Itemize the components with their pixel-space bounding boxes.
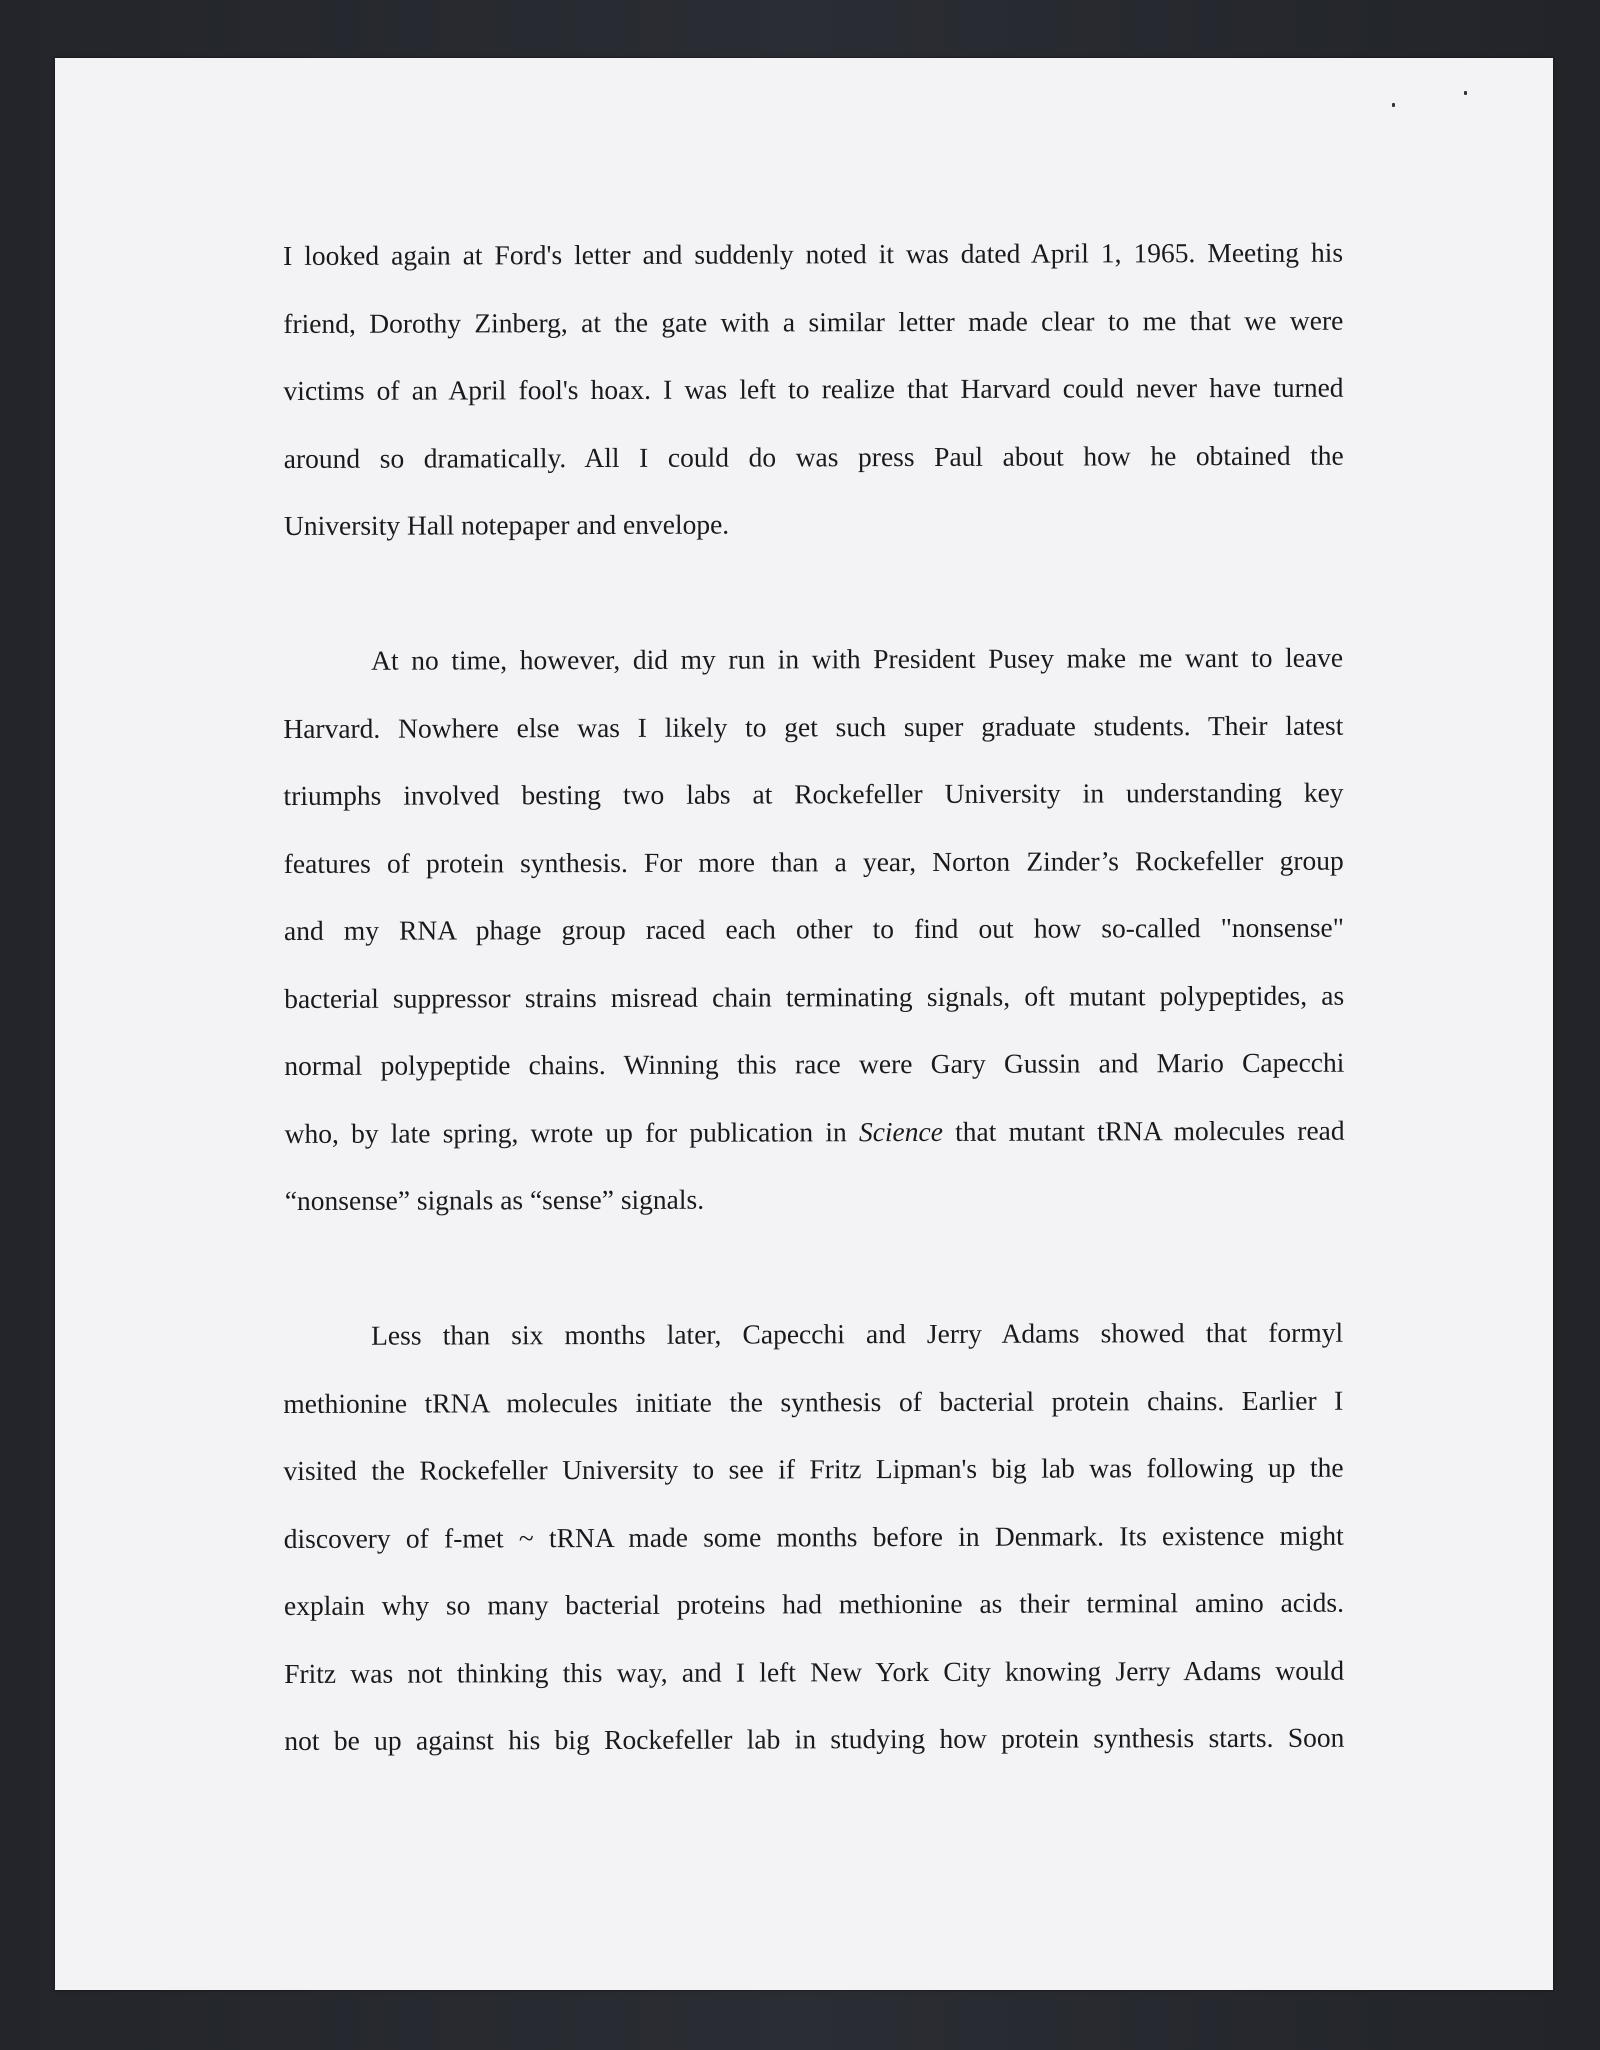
text-line: “nonsense” signals as “sense” signals.: [284, 1183, 705, 1216]
text-line: Harvard. Nowhere else was I likely to get such super graduate students. Their latest: [283, 709, 1344, 744]
text-line: and my RNA phage group raced each other to find out how so-called "nonsense": [283, 911, 1344, 946]
text-line: visited the Rockefeller University to see if Fritz Lipman's big lab was following up the: [283, 1451, 1344, 1486]
paragraph-1: [283, 219, 1344, 560]
text-line: friend, Dorothy Zinberg, at the gate with a similar letter made clear to me that we were: [283, 304, 1344, 339]
text-line: explain why so many bacterial proteins had methionine as their terminal amino acids.: [283, 1586, 1344, 1621]
text-line: discovery of f-met ~ tRNA made some months before in Denmark. Its existence might: [283, 1519, 1344, 1554]
document-body: [283, 222, 1343, 1775]
paragraph-3: [283, 1299, 1344, 1775]
text-line: not be up against his big Rockefeller lab in studying how protein synthesis starts. Soon: [284, 1721, 1345, 1756]
corner-mark: [1464, 91, 1467, 95]
text-line: methionine tRNA molecules initiate the synthesis of bacterial protein chains. Earlier I: [283, 1384, 1344, 1419]
text-line: University Hall notepaper and envelope.: [283, 508, 730, 541]
text-line: Fritz was not thinking this way, and I left New York City knowing Jerry Adams would: [284, 1654, 1345, 1689]
paragraph-gap: [283, 1235, 1343, 1303]
text-line: At no time, however, did my run in with President Pusey make me want to leave: [371, 641, 1344, 676]
paragraph-2: [283, 624, 1345, 1235]
text-line: triumphs involved besting two labs at Rockefeller University in understanding key: [283, 776, 1344, 811]
text-line-with-italic: [284, 1096, 1344, 1167]
text-line: bacterial suppressor strains misread chain terminating signals, oft mutant polypeptides, as: [284, 979, 1345, 1014]
text-line: features of protein synthesis. For more than a year, Norton Zinder’s Rockefeller group: [283, 844, 1344, 879]
text-line: I looked again at Ford's letter and suddenly noted it was dated April 1, 1965. Meeting his: [283, 236, 1344, 271]
text-segment: that mutant tRNA molecules read: [942, 1114, 1345, 1147]
corner-mark: [1392, 103, 1395, 107]
journal-title: Science: [858, 1115, 943, 1147]
text-line: Less than six months later, Capecchi and Jerry Adams showed that formyl: [371, 1316, 1344, 1351]
paragraph-gap: [283, 560, 1343, 628]
text-segment: who, by late spring, wrote up for publication in: [284, 1115, 859, 1149]
text-line: normal polypeptide chains. Winning this race were Gary Gussin and Mario Capecchi: [284, 1046, 1345, 1081]
text-line: around so dramatically. All I could do was press Paul about how he obtained the: [283, 439, 1344, 474]
text-line: victims of an April fool's hoax. I was left to realize that Harvard could never have turned: [283, 371, 1344, 406]
